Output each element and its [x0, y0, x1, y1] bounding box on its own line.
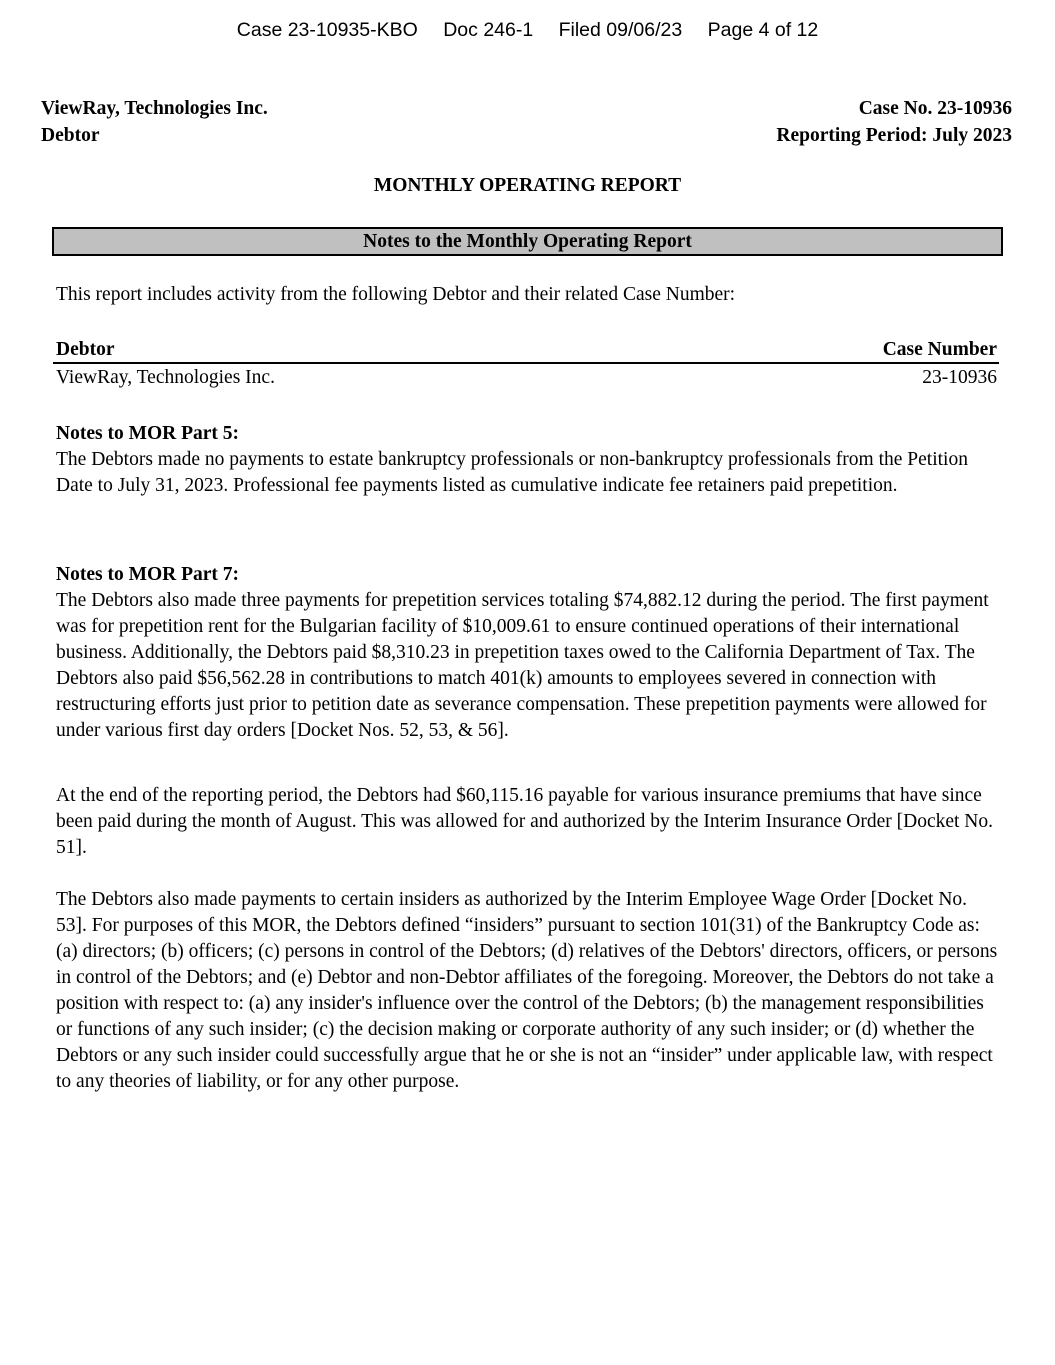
part7-heading: Notes to MOR Part 7: — [56, 564, 240, 585]
part7-paragraph-2: At the end of the reporting period, the Debtors had $60,115.16 payable for various insurance premiums that have since been paid during the month of August. This was allowed for and authorized by the Interim Insurance Order [Docket No. 51]. — [56, 785, 994, 858]
report-title: MONTHLY OPERATING REPORT — [373, 175, 682, 196]
case-number-cell: 23-10936 — [922, 367, 997, 388]
debtor-role: Debtor — [41, 125, 100, 146]
part7-paragraph-3-block — [56, 887, 1001, 1095]
part7-paragraph-3: The Debtors also made payments to certain insiders as authorized by the Interim Employee Wage Order [Docket No. 53]. For purposes of this MOR, the Debtors defined “insiders” pursuant to section 101(31) of the Bankruptcy Code as: (a) directors; (b) officers; (c) persons in control of the Debtors; (d) relatives of the Debtors' directors, officers, or persons in control of the Debtors; and (e) Debtor and non-Debtor affiliates of the foregoing. Moreover, the Debtors do not take a position with respect to: (a) any insider's influence over the control of the Debtors; (b) the management responsibilities or functions of any such insider; (c) the decision making or corporate authority of any such insider; or (d) whether the Debtors or any such insider could successfully argue that he or she is not an “insider” under applicable law, with respect to any theories of liability, or for any other purpose. — [56, 889, 998, 1092]
table-header-row — [53, 338, 999, 364]
debtor-table — [53, 338, 999, 390]
part7-paragraph-2-block — [56, 783, 1001, 861]
court-filing-header — [0, 19, 1055, 42]
doc-number-stamp: Doc 246-1 — [443, 19, 534, 41]
part5-body: The Debtors made no payments to estate bankruptcy professionals or non-bankruptcy professionals from the Petition Date to July 31, 2023. Professional fee payments listed as cumulative indicate fee retainers paid prepetition. — [56, 449, 968, 496]
part5-heading: Notes to MOR Part 5: — [56, 423, 240, 444]
part5-notes — [56, 421, 1001, 499]
table-row — [53, 364, 999, 390]
reporting-period: Reporting Period: July 2023 — [776, 125, 1012, 146]
debtor-header-left — [41, 95, 268, 149]
part7-paragraph-1: The Debtors also made three payments for prepetition services totaling $74,882.12 during the period. The first payment was for prepetition rent for the Bulgarian facility of $10,009.61 to ensure continued operations of their international business. Additionally, the Debtors paid $8,310.23 in prepetition taxes owed to the California Department of Tax. The Debtors also paid $56,562.28 in contributions to match 401(k) amounts to employees severed in connection with restructuring efforts just prior to petition date as severance compensation. These prepetition payments were allowed for under various first day orders [Docket Nos. 52, 53, & 56]. — [56, 590, 989, 741]
debtor-header-right — [776, 95, 1012, 149]
case-number-stamp: Case 23-10935-KBO — [236, 19, 418, 41]
filed-date-stamp: Filed 09/06/23 — [558, 19, 683, 41]
column-header-case-number: Case Number — [882, 339, 997, 360]
case-no: Case No. 23-10936 — [858, 98, 1012, 119]
debtor-cell: ViewRay, Technologies Inc. — [56, 367, 275, 388]
notes-banner: Notes to the Monthly Operating Report — [52, 227, 1003, 256]
company-name: ViewRay, Technologies Inc. — [41, 98, 268, 119]
column-header-debtor: Debtor — [56, 339, 115, 360]
intro-text: This report includes activity from the following Debtor and their related Case Number: — [56, 284, 736, 305]
page-number-stamp: Page 4 of 12 — [707, 19, 819, 41]
part7-notes — [56, 562, 1001, 744]
